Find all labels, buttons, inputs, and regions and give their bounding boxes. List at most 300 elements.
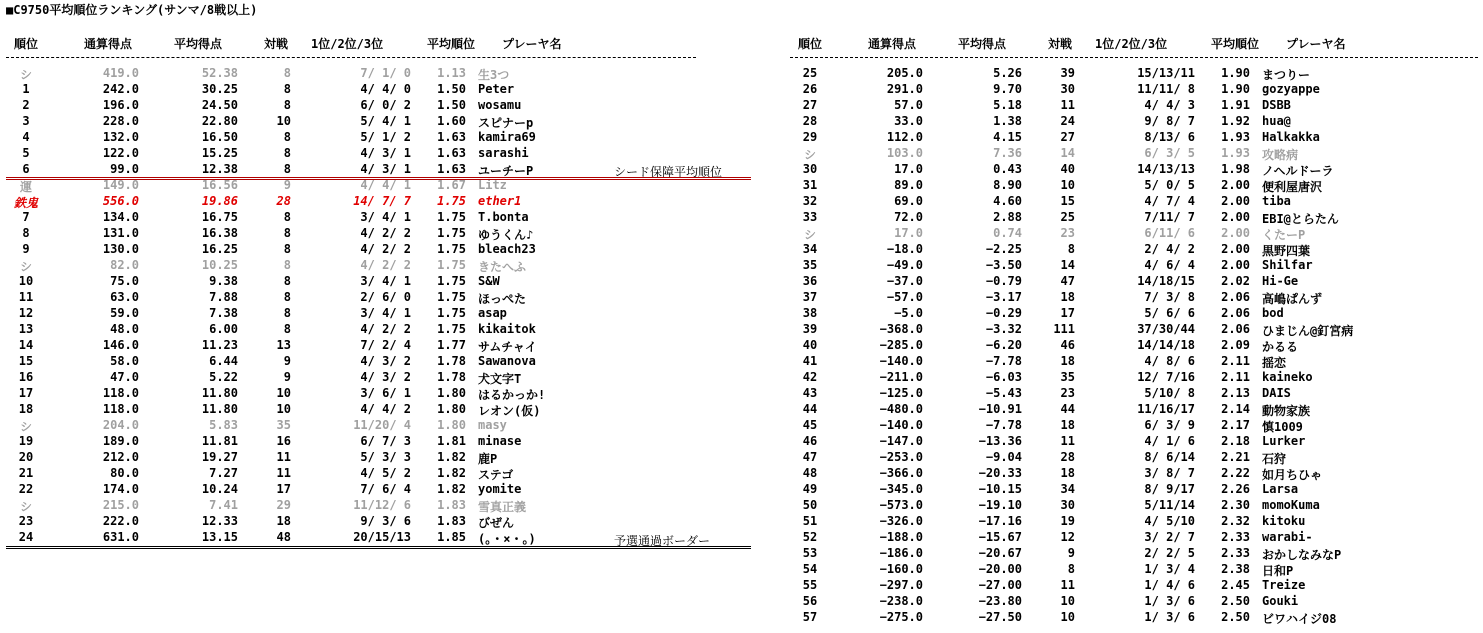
cell-places: 8/ 6/14 <box>1144 450 1195 464</box>
cell-rate: 1.78 <box>437 354 466 368</box>
cell-name: S&W <box>478 274 500 288</box>
cell-rate: 2.06 <box>1221 306 1250 320</box>
cell-games: 18 <box>1060 290 1075 304</box>
cell-places: 4/ 1/ 6 <box>1144 434 1195 448</box>
table-row <box>6 258 706 274</box>
cell-total: −37.0 <box>886 274 923 288</box>
cell-name: bleach23 <box>478 242 536 256</box>
cell-rate: 2.38 <box>1221 562 1250 576</box>
right-ranking-table <box>790 0 1480 633</box>
cell-name: T.bonta <box>478 210 529 224</box>
table-row <box>790 82 1483 98</box>
cell-total: −57.0 <box>886 290 923 304</box>
cell-avg: −6.20 <box>985 338 1022 352</box>
cell-games: 10 <box>276 402 291 416</box>
cell-games: 9 <box>1067 546 1075 560</box>
cell-rate: 1.50 <box>437 82 466 96</box>
cell-avg: 24.50 <box>201 98 238 112</box>
table-row <box>6 290 706 306</box>
header-games: 対戦 <box>264 37 289 51</box>
header-rank: 順位 <box>13 37 38 51</box>
cell-games: 15 <box>1060 194 1075 208</box>
table-row <box>790 578 1483 594</box>
cell-name: masy <box>478 418 507 432</box>
cell-avg: 7.38 <box>209 306 238 320</box>
cell-avg: −2.25 <box>985 242 1022 256</box>
cell-games: 8 <box>283 274 291 288</box>
table-row <box>6 386 706 402</box>
table-row <box>6 194 706 210</box>
cell-name: ステゴ <box>478 468 514 482</box>
cell-places: 6/ 3/ 5 <box>1144 146 1195 160</box>
cell-name: ほっぺた <box>478 292 527 306</box>
table-row <box>790 466 1483 482</box>
table-row <box>790 258 1483 274</box>
cell-avg: 10.25 <box>201 258 238 272</box>
cell-games: 16 <box>276 434 291 448</box>
cell-games: 18 <box>1060 418 1075 432</box>
cell-name: Treize <box>1262 578 1306 592</box>
table-row <box>6 466 706 482</box>
cell-total: 291.0 <box>886 82 923 96</box>
cell-avg: −27.50 <box>978 610 1022 624</box>
cell-places: 4/ 6/ 4 <box>1144 258 1195 272</box>
cell-name: サムチャイ <box>478 340 537 354</box>
cell-rank: 19 <box>18 434 34 448</box>
cell-total: −573.0 <box>879 498 923 512</box>
cell-games: 8 <box>283 306 291 320</box>
cell-avg: −13.36 <box>978 434 1022 448</box>
cell-total: −140.0 <box>879 354 923 368</box>
cell-name: kaineko <box>1262 370 1313 384</box>
cell-name: bod <box>1262 306 1284 320</box>
cell-places: 11/16/17 <box>1137 402 1195 416</box>
cell-places: 4/ 3/ 1 <box>360 146 411 160</box>
cell-avg: −5.43 <box>985 386 1022 400</box>
header-avg: 平均得点 <box>958 37 1007 51</box>
cell-rank: 25 <box>802 66 818 80</box>
cell-rate: 1.75 <box>437 258 466 272</box>
cell-name: 高嶋ぱんず <box>1262 292 1323 306</box>
cell-rank: 5 <box>22 146 30 160</box>
cell-name: momoKuma <box>1262 498 1320 512</box>
table-row <box>6 274 706 290</box>
cell-rate: 1.67 <box>437 178 466 192</box>
cell-rate: 2.32 <box>1221 514 1250 528</box>
cell-avg: 16.25 <box>201 242 238 256</box>
cell-name: Peter <box>478 82 515 96</box>
cell-rate: 1.83 <box>437 514 466 528</box>
cell-places: 4/ 5/10 <box>1144 514 1195 528</box>
cell-name: くたーP <box>1262 228 1306 242</box>
cell-total: 212.0 <box>102 450 139 464</box>
cell-rank: 55 <box>802 578 818 592</box>
cell-games: 28 <box>276 194 291 208</box>
cell-rank: 36 <box>802 274 818 288</box>
cell-total: 118.0 <box>102 386 139 400</box>
cell-rate: 2.26 <box>1221 482 1250 496</box>
cell-places: 3/ 2/ 7 <box>1144 530 1195 544</box>
cell-rate: 1.80 <box>437 386 466 400</box>
table-row <box>6 130 706 146</box>
left-ranking-table <box>6 0 756 633</box>
cell-games: 23 <box>1060 226 1075 240</box>
cell-places: 4/ 4/ 1 <box>360 178 411 192</box>
table-row <box>6 418 706 434</box>
cell-rate: 1.63 <box>437 130 466 144</box>
header-rank: 順位 <box>797 37 822 51</box>
cell-rate: 1.75 <box>437 322 466 336</box>
cell-avg: 5.18 <box>993 98 1022 112</box>
cell-places: 4/ 4/ 3 <box>1144 98 1195 112</box>
cell-rate: 2.06 <box>1221 290 1250 304</box>
cell-rank: 24 <box>18 530 34 544</box>
cell-avg: 0.43 <box>993 162 1022 176</box>
cell-rate: 2.00 <box>1221 226 1250 240</box>
cell-places: 4/ 3/ 2 <box>360 370 411 384</box>
cell-avg: 7.27 <box>209 466 238 480</box>
cell-rank: 44 <box>802 402 818 416</box>
cell-name: 日和P <box>1262 564 1294 578</box>
cell-rate: 2.50 <box>1221 610 1250 624</box>
cell-rate: 1.85 <box>437 530 466 544</box>
cell-avg: 7.88 <box>209 290 238 304</box>
cell-games: 34 <box>1060 482 1075 496</box>
cell-avg: −7.78 <box>985 354 1022 368</box>
cell-avg: 9.38 <box>209 274 238 288</box>
cell-rate: 2.45 <box>1221 578 1250 592</box>
cell-places: 2/ 6/ 0 <box>360 290 411 304</box>
cell-total: −18.0 <box>886 242 923 256</box>
cell-places: 12/ 7/16 <box>1137 370 1195 384</box>
cell-games: 10 <box>1060 594 1075 608</box>
cell-places: 4/ 7/ 4 <box>1144 194 1195 208</box>
cell-name: びぜん <box>478 516 515 530</box>
cell-total: −186.0 <box>879 546 923 560</box>
table-row <box>790 418 1483 434</box>
cell-total: 204.0 <box>102 418 139 432</box>
cell-rank: 54 <box>802 562 818 576</box>
cell-rate: 1.75 <box>437 290 466 304</box>
table-row <box>6 514 706 530</box>
seed-note: シード保障平均順位 <box>614 165 723 179</box>
cell-games: 39 <box>1060 66 1075 80</box>
table-row <box>790 530 1483 546</box>
cell-games: 8 <box>1067 562 1075 576</box>
cell-avg: −7.78 <box>985 418 1022 432</box>
cell-rank: シ <box>19 260 32 274</box>
cell-games: 28 <box>1060 450 1075 464</box>
cell-rank: シ <box>19 68 32 82</box>
cell-name: wosamu <box>478 98 522 112</box>
cell-total: 134.0 <box>102 210 139 224</box>
cell-games: 47 <box>1060 274 1075 288</box>
cell-total: −253.0 <box>879 450 923 464</box>
cell-total: 242.0 <box>102 82 139 96</box>
cell-total: 75.0 <box>110 274 139 288</box>
cell-total: 33.0 <box>894 114 923 128</box>
cell-total: −297.0 <box>879 578 923 592</box>
border-line <box>6 546 751 549</box>
cell-rank: 43 <box>802 386 818 400</box>
cell-avg: 19.27 <box>201 450 238 464</box>
cell-avg: −17.16 <box>978 514 1022 528</box>
cell-rank: 32 <box>802 194 818 208</box>
cell-games: 11 <box>276 466 291 480</box>
table-row <box>6 210 706 226</box>
cell-games: 8 <box>283 258 291 272</box>
table-row <box>790 450 1483 466</box>
cell-avg: 5.83 <box>209 418 238 432</box>
cell-rank: 20 <box>18 450 34 464</box>
cell-total: −211.0 <box>879 370 923 384</box>
cell-games: 14 <box>1060 258 1075 272</box>
cell-total: 17.0 <box>894 226 923 240</box>
table-row <box>6 338 706 354</box>
cell-rank: 39 <box>802 322 818 336</box>
cell-rate: 1.75 <box>437 226 466 240</box>
border-note: 予選通過ボーダー <box>614 534 711 548</box>
cell-name: yomite <box>478 482 522 496</box>
cell-rate: 1.50 <box>437 98 466 112</box>
cell-places: 1/ 3/ 6 <box>1144 594 1195 608</box>
cell-games: 8 <box>283 290 291 304</box>
cell-games: 18 <box>1060 466 1075 480</box>
cell-rank: 50 <box>802 498 818 512</box>
cell-games: 14 <box>1060 146 1075 160</box>
cell-rate: 1.81 <box>437 434 466 448</box>
cell-games: 13 <box>276 338 291 352</box>
table-row <box>6 370 706 386</box>
cell-total: 57.0 <box>894 98 923 112</box>
cell-rank: シ <box>803 148 816 162</box>
table-row <box>6 178 706 194</box>
cell-rank: 33 <box>802 210 818 224</box>
cell-games: 24 <box>1060 114 1075 128</box>
table-row <box>6 322 706 338</box>
cell-avg: 4.60 <box>993 194 1022 208</box>
cell-places: 14/14/18 <box>1137 338 1195 352</box>
cell-name: 鹿P <box>478 452 498 466</box>
cell-avg: −0.79 <box>985 274 1022 288</box>
cell-rank: 40 <box>802 338 818 352</box>
cell-rate: 1.75 <box>437 274 466 288</box>
cell-games: 8 <box>283 130 291 144</box>
cell-rank: 10 <box>18 274 34 288</box>
cell-places: 7/ 6/ 4 <box>360 482 411 496</box>
cell-rank: 31 <box>802 178 818 192</box>
cell-total: 215.0 <box>102 498 139 512</box>
cell-total: −160.0 <box>879 562 923 576</box>
cell-rank: 56 <box>802 594 818 608</box>
cell-places: 4/ 2/ 2 <box>360 242 411 256</box>
header-games: 対戦 <box>1048 37 1073 51</box>
cell-places: 3/ 4/ 1 <box>360 210 411 224</box>
page-title: ■C9750平均順位ランキング(サンマ/8戦以上) <box>6 3 258 17</box>
cell-rate: 2.00 <box>1221 242 1250 256</box>
cell-avg: 0.74 <box>993 226 1022 240</box>
cell-avg: 11.81 <box>201 434 238 448</box>
cell-games: 8 <box>283 162 291 176</box>
cell-games: 35 <box>1060 370 1075 384</box>
cell-games: 111 <box>1053 322 1075 336</box>
cell-total: 89.0 <box>894 178 923 192</box>
cell-rate: 1.83 <box>437 498 466 512</box>
cell-rank: 7 <box>22 210 30 224</box>
cell-rate: 1.13 <box>437 66 466 80</box>
cell-name: 犬文字T <box>478 372 522 386</box>
cell-rank: 3 <box>22 114 30 128</box>
cell-rank: 28 <box>802 114 818 128</box>
cell-total: 419.0 <box>102 66 139 80</box>
cell-avg: 2.88 <box>993 210 1022 224</box>
cell-games: 9 <box>283 178 291 192</box>
cell-rank: 42 <box>802 370 818 384</box>
cell-name: Lurker <box>1262 434 1306 448</box>
cell-total: −140.0 <box>879 418 923 432</box>
cell-games: 8 <box>283 66 291 80</box>
cell-name: sarashi <box>478 146 529 160</box>
cell-rank: シ <box>803 228 816 242</box>
cell-total: 132.0 <box>102 130 139 144</box>
cell-total: 63.0 <box>110 290 139 304</box>
cell-games: 48 <box>276 530 291 544</box>
cell-rank: 8 <box>22 226 30 240</box>
cell-rank: 48 <box>802 466 818 480</box>
table-row <box>790 274 1483 290</box>
cell-name: ノヘルドーラ <box>1262 164 1334 178</box>
cell-places: 20/15/13 <box>353 530 411 544</box>
cell-rate: 1.82 <box>437 482 466 496</box>
cell-places: 1/ 3/ 6 <box>1144 610 1195 624</box>
cell-games: 25 <box>1060 210 1075 224</box>
cell-avg: 5.26 <box>993 66 1022 80</box>
cell-avg: −3.17 <box>985 290 1022 304</box>
cell-avg: 16.38 <box>201 226 238 240</box>
cell-total: −275.0 <box>879 610 923 624</box>
cell-rank: 15 <box>18 354 34 368</box>
cell-avg: −6.03 <box>985 370 1022 384</box>
cell-rate: 1.82 <box>437 466 466 480</box>
header-rate: 平均順位 <box>1211 37 1260 51</box>
cell-places: 7/11/ 7 <box>1144 210 1195 224</box>
cell-games: 10 <box>276 386 291 400</box>
cell-total: −285.0 <box>879 338 923 352</box>
table-row <box>790 354 1483 370</box>
cell-name: (。・×・。) <box>478 532 536 546</box>
cell-games: 10 <box>276 114 291 128</box>
cell-avg: 52.38 <box>201 66 238 80</box>
cell-rate: 2.11 <box>1221 370 1250 384</box>
cell-name: ひまじん@釘宮病 <box>1262 324 1354 338</box>
cell-avg: −9.04 <box>985 450 1022 464</box>
cell-places: 5/ 1/ 2 <box>360 130 411 144</box>
cell-places: 11/11/ 8 <box>1137 82 1195 96</box>
cell-rank: 37 <box>802 290 818 304</box>
cell-games: 12 <box>1060 530 1075 544</box>
cell-total: 47.0 <box>110 370 139 384</box>
cell-rate: 1.90 <box>1221 66 1250 80</box>
cell-avg: 19.86 <box>201 194 238 208</box>
cell-name: きたへふ <box>478 260 527 274</box>
cell-name: ユーチーP <box>478 164 534 178</box>
cell-places: 9/ 8/ 7 <box>1144 114 1195 128</box>
cell-games: 8 <box>283 82 291 96</box>
cell-rate: 2.21 <box>1221 450 1250 464</box>
cell-name: まつりー <box>1262 68 1311 82</box>
cell-rate: 1.98 <box>1221 162 1250 176</box>
cell-games: 44 <box>1060 402 1075 416</box>
cell-total: 130.0 <box>102 242 139 256</box>
cell-total: −147.0 <box>879 434 923 448</box>
cell-games: 8 <box>283 242 291 256</box>
cell-games: 18 <box>1060 354 1075 368</box>
cell-rate: 1.93 <box>1221 130 1250 144</box>
cell-rank: 鉄鬼 <box>13 196 38 210</box>
cell-places: 3/ 6/ 1 <box>360 386 411 400</box>
cell-name: EBI@とらたん <box>1262 212 1339 226</box>
header-name: プレーヤ名 <box>502 37 562 51</box>
cell-avg: 30.25 <box>201 82 238 96</box>
table-row <box>790 482 1483 498</box>
table-row <box>790 514 1483 530</box>
table-row <box>790 338 1483 354</box>
cell-total: −366.0 <box>879 466 923 480</box>
cell-rate: 2.13 <box>1221 386 1250 400</box>
cell-games: 10 <box>1060 610 1075 624</box>
cell-places: 5/ 4/ 1 <box>360 114 411 128</box>
cell-name: kikaitok <box>478 322 536 336</box>
cell-total: 72.0 <box>894 210 923 224</box>
cell-total: 99.0 <box>110 162 139 176</box>
cell-avg: 1.38 <box>993 114 1022 128</box>
cell-rate: 1.78 <box>437 370 466 384</box>
cell-rank: 38 <box>802 306 818 320</box>
cell-places: 9/ 3/ 6 <box>360 514 411 528</box>
cell-rank: 16 <box>18 370 34 384</box>
cell-rank: 2 <box>22 98 30 112</box>
cell-name: gozyappe <box>1262 82 1320 96</box>
table-row <box>790 370 1483 386</box>
cell-games: 27 <box>1060 130 1075 144</box>
cell-games: 8 <box>283 98 291 112</box>
cell-games: 11 <box>1060 434 1075 448</box>
cell-places: 6/11/ 6 <box>1144 226 1195 240</box>
table-row <box>790 594 1483 610</box>
cell-rate: 1.90 <box>1221 82 1250 96</box>
cell-games: 11 <box>1060 578 1075 592</box>
cell-games: 8 <box>283 322 291 336</box>
cell-total: 146.0 <box>102 338 139 352</box>
cell-avg: 16.56 <box>201 178 238 192</box>
cell-places: 11/20/ 4 <box>353 418 411 432</box>
cell-avg: −15.67 <box>978 530 1022 544</box>
cell-total: 222.0 <box>102 514 139 528</box>
cell-name: kamira69 <box>478 130 536 144</box>
table-row <box>6 226 706 242</box>
cell-avg: −20.00 <box>978 562 1022 576</box>
cell-places: 4/ 2/ 2 <box>360 258 411 272</box>
cell-places: 8/13/ 6 <box>1144 130 1195 144</box>
cell-name: 揺恋 <box>1262 356 1287 370</box>
cell-games: 9 <box>283 370 291 384</box>
cell-places: 2/ 2/ 5 <box>1144 546 1195 560</box>
table-row <box>790 402 1483 418</box>
cell-total: 80.0 <box>110 466 139 480</box>
cell-name: Shilfar <box>1262 258 1313 272</box>
cell-avg: 8.90 <box>993 178 1022 192</box>
header-row <box>6 35 751 51</box>
